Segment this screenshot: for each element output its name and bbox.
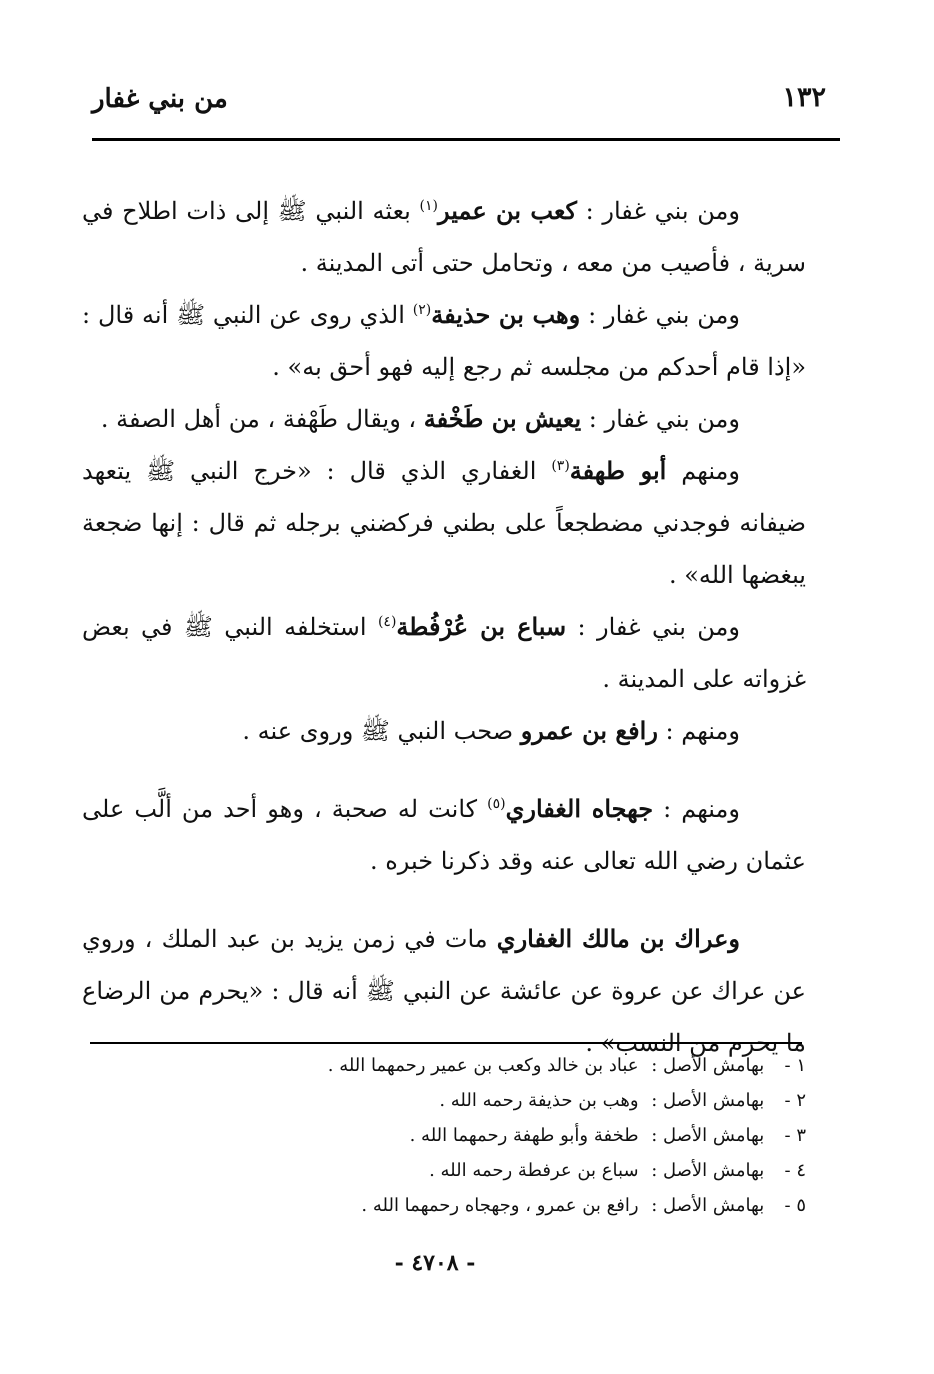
paragraph-text: مات في زمن يزيد بن عبد الملك ، وروي عن عراك عن عروة عن عائشة عن النبي ﷺ أنه قال : «يحرم من الرضاع ما يحرم من النسب» . <box>82 925 806 1057</box>
footnote-label: بهامش الأصل : <box>651 1125 765 1146</box>
running-head-title: من بني غفار <box>92 84 228 114</box>
footnote-item <box>110 1188 806 1223</box>
paragraph <box>82 393 806 445</box>
person-name: سباع بن عُرْفُطة <box>396 612 567 641</box>
footnote-number: ٤ - <box>784 1160 806 1181</box>
footnote-item <box>110 1153 806 1188</box>
paragraph-text: ومنهم : <box>657 717 740 745</box>
paragraph-text: ومن بني غفار : <box>580 301 741 329</box>
person-name: أبو طهفة <box>569 456 667 485</box>
footnote-label: بهامش الأصل : <box>651 1090 765 1111</box>
footnote-item <box>110 1118 806 1153</box>
person-name: رافع بن عمرو <box>520 716 658 745</box>
paragraph-text: ومن بني غفار : <box>576 197 740 225</box>
footnote-number: ٣ - <box>784 1125 806 1146</box>
paragraph <box>82 445 806 601</box>
footnote-text: طخفة وأبو طهفة رحمهما الله . <box>409 1125 639 1146</box>
footnote-number: ٥ - <box>784 1195 806 1216</box>
footnote-text: سباع بن عرفطة رحمه الله . <box>429 1160 639 1181</box>
footnote-marker: (٤) <box>377 614 397 630</box>
footnote-label: بهامش الأصل : <box>651 1055 765 1076</box>
paragraph-text: بعثه النبي ﷺ إلى ذات اطلاح في سرية ، فأصيب من معه ، وتحامل حتى أتى المدينة . <box>82 197 806 277</box>
footnote-label: بهامش الأصل : <box>651 1195 765 1216</box>
paragraph <box>82 185 806 289</box>
volume-page-number: - ٤٧٠٨ - <box>394 1250 476 1276</box>
paragraph-text: ومنهم <box>666 457 741 485</box>
footnote-number: ٢ - <box>784 1090 806 1111</box>
footnote-number: ١ - <box>784 1055 806 1076</box>
person-name: كعب بن عمير <box>437 196 577 225</box>
main-text <box>82 185 806 1069</box>
paragraph <box>82 601 806 705</box>
footnote-text: وهب بن حذيفة رحمه الله . <box>439 1090 639 1111</box>
paragraph <box>82 783 806 887</box>
footnote-item <box>110 1083 806 1118</box>
footnotes <box>110 1048 806 1223</box>
paragraph-text: الغفاري الذي قال : «خرج النبي ﷺ يتعهد ضيفانه فوجدني مضطجعاً على بطني فركضني برجله ثم قال : إنها ضجعة يبغضها الله» . <box>82 457 806 589</box>
paragraph-text: ومن بني غفار : <box>566 613 740 641</box>
footnote-rule <box>90 1042 802 1044</box>
header-rule <box>92 138 840 141</box>
paragraph-text: ومنهم : <box>653 795 740 823</box>
paragraph-text: كانت له صحبة ، وهو أحد من ألَّب على عثمان رضي الله تعالى عنه وقد ذكرنا خبره . <box>82 795 806 875</box>
footnote-marker: (٢) <box>412 302 432 318</box>
footnote-marker: (٥) <box>487 796 506 812</box>
paragraph-text: صحب النبي ﷺ وروى عنه . <box>242 717 521 745</box>
footnote-item <box>110 1048 806 1083</box>
paragraph-text: استخلفه النبي ﷺ في بعض غزواته على المدينة . <box>82 613 806 693</box>
paragraph-text: ومن بني غفار : <box>581 405 740 433</box>
footnote-marker: (١) <box>419 198 438 214</box>
paragraph <box>82 913 806 1069</box>
paragraph-text: ، ويقال طَهْفة ، من أهل الصفة . <box>100 405 424 433</box>
footnote-text: عباد بن خالد وكعب بن عمير رحمهما الله . <box>327 1055 639 1076</box>
page-number: ١٣٢ <box>782 82 826 113</box>
paragraph <box>82 289 806 393</box>
person-name: وهب بن حذيفة <box>431 300 581 329</box>
person-name: يعيش بن طَخْفة <box>423 404 582 433</box>
paragraph-text: الذي روى عن النبي ﷺ أنه قال : «إذا قام أحدكم من مجلسه ثم رجع إليه فهو أحق به» . <box>82 301 806 381</box>
paragraph <box>82 705 806 757</box>
person-name: وعراك بن مالك الغفاري <box>496 924 740 953</box>
footnote-label: بهامش الأصل : <box>651 1160 765 1181</box>
footnote-text: رافع بن عمرو ، وجهجاه رحمهما الله . <box>361 1195 639 1216</box>
person-name: جهجاه الغفاري <box>505 794 654 823</box>
footnote-marker: (٣) <box>551 458 570 474</box>
